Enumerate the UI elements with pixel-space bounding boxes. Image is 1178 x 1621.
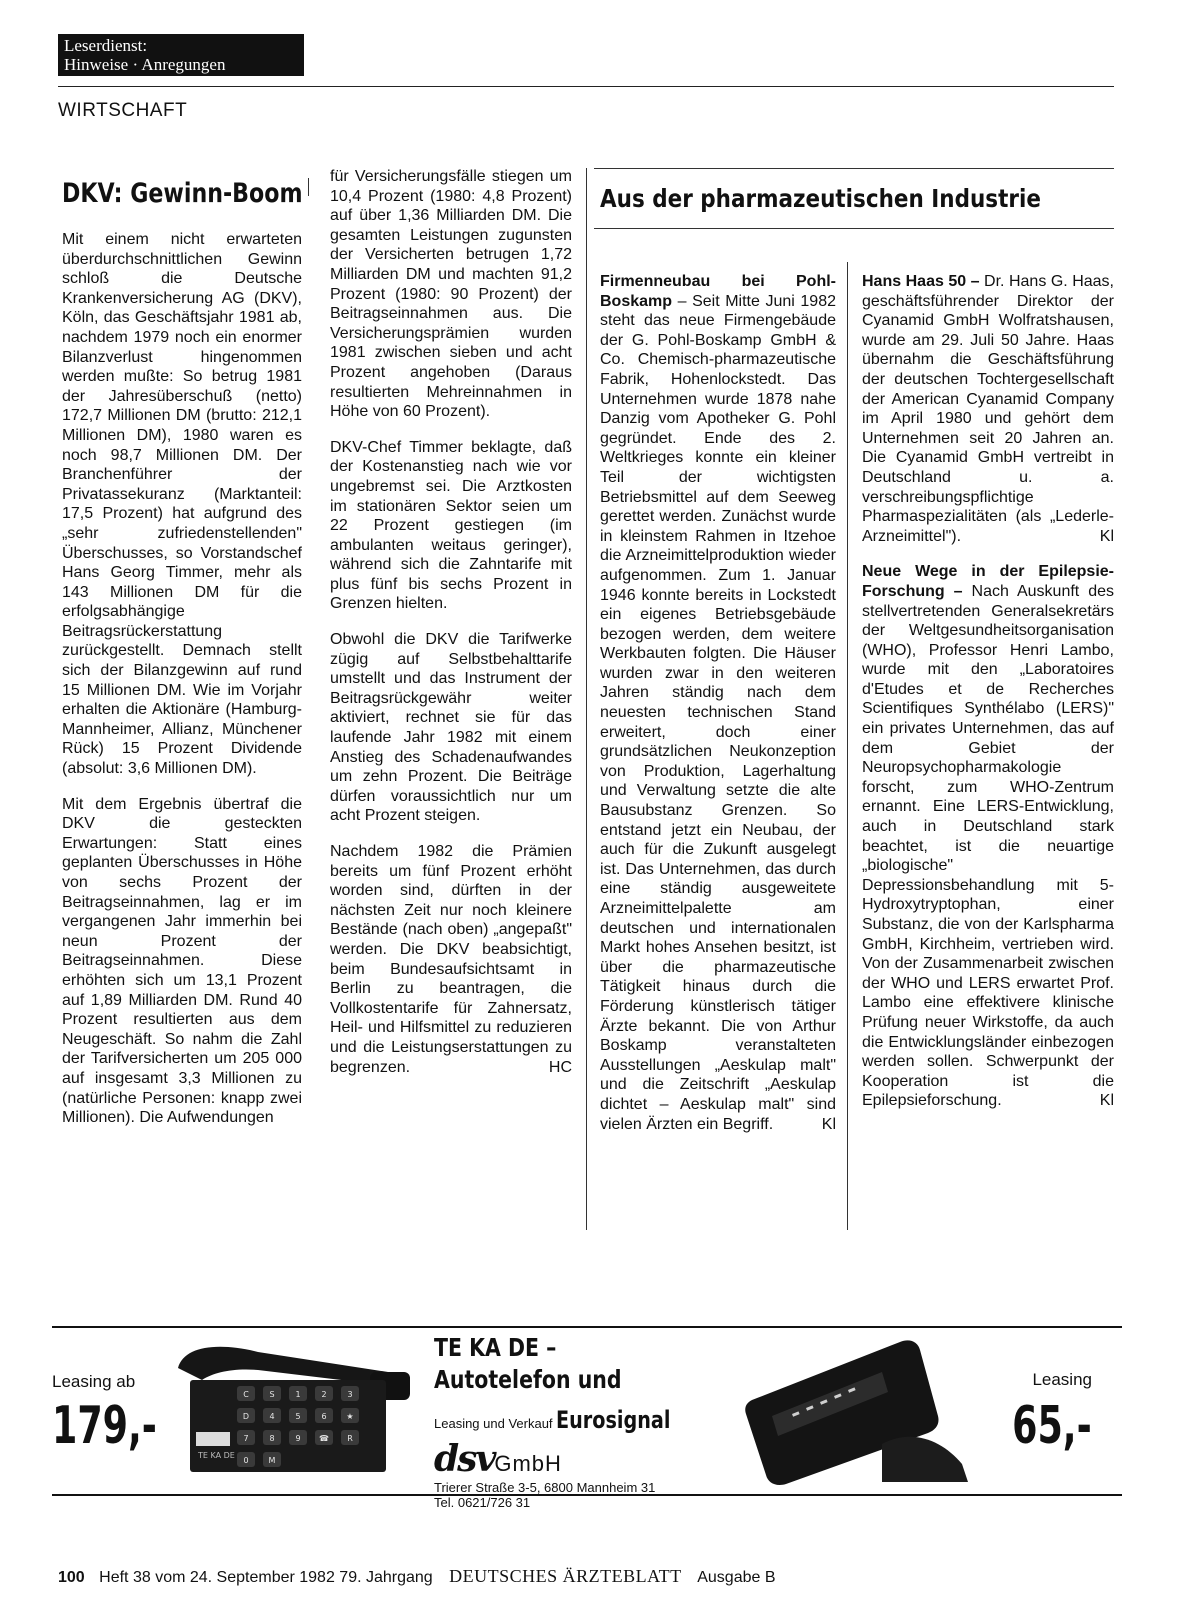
paragraph	[330, 842, 572, 1077]
keypad-key-label: M	[268, 1456, 276, 1465]
news-item-pohl-boskamp	[600, 272, 836, 1134]
ad-price-left-text: 179,-	[52, 1396, 157, 1456]
ad-leasing-label-left: Leasing ab	[52, 1372, 136, 1391]
article-title-pharma: Aus der pharmazeutischen Industrie	[600, 184, 1041, 213]
service-label-line1: Leserdienst:	[64, 36, 148, 55]
dsv-logo	[434, 1438, 724, 1480]
keypad-key-label: 3	[347, 1390, 353, 1399]
title-marker-rule	[308, 178, 309, 196]
keypad-key-label: S	[269, 1390, 275, 1399]
news-item-heading: Neue Wege in der Epilepsie-Forschung –	[862, 563, 1114, 600]
header-rule	[58, 86, 1114, 87]
article-pharma-column-2	[862, 272, 1114, 1127]
paragraph-text: Nachdem 1982 die Prämien bereits um fünf Prozent erhöht worden sind, dürften in der nächsten Zeit nur noch kleinere Bestände (nach oben) „angepaßt" werden. Die DKV beabsichtigt, beim Bundesaufsichtsamt in Berlin zu beantragen, die Vollkostentarife für Zahnersatz, Heil- und Hilfsmittel zu reduzieren und die Leistungserstattungen zu begrenzen.	[330, 843, 572, 1076]
article-title-dkv: DKV: Gewinn-Boom	[62, 178, 303, 209]
news-item-text: – Seit Mitte Juni 1982 steht das neue Firmengebäude der G. Pohl-Boskamp GmbH & Co. Chemisch-pharmazeutische Fabrik, Hohenlockstedt. Das Unternehmen wurde 1878 nahe Danzig vom Apotheker G. Pohl gegründet. Ende des 2. Weltkrieges konnte ein kleiner Teil der wichtigsten Betriebsmittel auf dem Seeweg gerettet werden. Zunächst wurde in kleinstem Rahmen in Itzehoe die Arzneimittelproduktion wieder aufgenommen. Zum 1. Januar 1946 konnte bereits in Lockstedt ein eigenes Betriebsgebäude bezogen werden, dem weitere Werkbauten folgten. Die Häuser wurden zwar in den weiteren Jahren ständig nach dem neuesten technischen Stand erweitert, doch einer grundsätzlichen Neukonzeption von Produktion, Lagerhaltung und Verwaltung setzte die alte Bausubstanz Grenzen. So entstand jetzt ein Neubau, der auch für die Zukunft ausgelegt ist. Das Unternehmen, das durch eine ständig ausgeweitete Arzneimittelpalette am deutschen und internationalen Markt hohes Ansehen besitzt, ist über die pharmazeutische Tätigkeit hinaus durch die Förderung künstlerisch tätiger Ärzte bekannt. Die von Arthur Boskamp veranstalteten Ausstellungen „Aeskulap malt" und die Zeitschrift „Aeskulap dichtet – Aeskulap malt" sind vielen Ärzten ein Begriff.	[600, 292, 836, 1133]
keypad-key-label: 0	[243, 1456, 249, 1465]
keypad-key-label: 1	[295, 1390, 301, 1399]
keypad-key-label: ★	[346, 1412, 354, 1421]
ad-headline-1: TE KA DE –	[434, 1333, 557, 1362]
masthead: DEUTSCHES ÄRZTEBLATT	[449, 1566, 682, 1586]
keypad-key-label: ☎	[319, 1434, 329, 1443]
ad-price-right: 65,-	[1012, 1396, 1092, 1456]
article-title-rule	[594, 228, 1114, 229]
keypad-key-label: 2	[321, 1390, 327, 1399]
ad-address: Trierer Straße 3-5, 6800 Mannheim 31	[434, 1480, 656, 1495]
column-divider	[847, 262, 848, 1230]
device-brand: TE KA DE	[198, 1451, 235, 1460]
edition: Ausgabe B	[697, 1569, 776, 1586]
author-signature: Kl	[1099, 527, 1114, 545]
paragraph: Obwohl die DKV die Tarifwerke zügig auf Selbstbehalttarife umstellt und das Instrument der Beitragsrückgewähr weiter aktiviert, rechnet sie für das laufende Jahr 1982 mit einem Anstieg des Schadenaufwandes um zehn Prozent. Die Beiträge dürfen voraussichtlich nur um acht Prozent steigen.	[330, 631, 572, 825]
keypad-key-label: 9	[295, 1434, 301, 1443]
news-item-hans-haas	[862, 272, 1114, 546]
author-signature: HC	[548, 1058, 572, 1076]
service-label-box	[58, 34, 304, 76]
news-item-text: Nach Auskunft des stellvertretenden Generalsekretärs der Weltgesundheitsorganisation (WHO), Professor Henri Lambo, wurde mit den „Laboratoires d'Etudes et de Recherches Scientifiques Synthélabo (LERS)" ein privates Unternehmen, das auf dem Gebiet der Neuropsychopharmakologie forscht, zum WHO-Zentrum ernannt. Eine LERS-Entwicklung, auch in Deutschland stark beachtet, ist die neuartige „biologische" Depressionsbehandlung mit 5-Hydroxytryptophan, einer Substanz, die von der Karlspharma GmbH, Kirchheim, vertrieben wird. Von der Zusammenarbeit zwischen der WHO und LERS erwartet Prof. Lambo eine effektivere klinische Prüfung neuer Wirkstoffe, da auch die Entwicklungsländer einbezogen werden sollen. Schwerpunkt der Kooperation ist die Epilepsieforschung.	[862, 582, 1114, 1110]
keypad-key-label: 8	[269, 1434, 275, 1443]
ad-copy	[434, 1332, 724, 1510]
issue-info: Heft 38 vom 24. September 1982 79. Jahrgang	[99, 1569, 433, 1586]
author-signature: Kl	[1099, 1092, 1114, 1110]
article-dkv-column-2	[330, 167, 572, 1093]
author-signature: Kl	[821, 1115, 836, 1133]
car-telephone-icon	[138, 1332, 428, 1482]
keypad-key-label: 6	[321, 1412, 327, 1421]
ad-subline	[434, 1406, 724, 1434]
paragraph: DKV-Chef Timmer beklagte, daß der Kostenanstieg nach wie vor ungebremst sei. Die Arztkosten im stationären Sektor seien um 22 Prozent gestiegen (im ambulanten weitaus geringer), während sich die Zahntarife mit plus fünf bis sechs Prozent in Grenzen hielten.	[330, 438, 572, 613]
keypad-key-label: C	[243, 1390, 249, 1399]
keypad-key-label: D	[242, 1412, 250, 1421]
news-item-text: Dr. Hans G. Haas, geschäftsführender Direktor der Cyanamid GmbH Wolfratshausen, wurde am 29. Juli 50 Jahre. Haas übernahm die Geschäftsführung der deutschen Tochtergesellschaft der American Cyanamid Company im April 1980 und gehört dem Unternehmen seit 20 Jahren an. Die Cyanamid GmbH vertreibt in Deutschland u. a. verschreibungspflichtige Pharmaspezialitäten (als „Lederle-Arzneimittel").	[862, 273, 1114, 545]
ad-leasing-label-right: Leasing	[1032, 1370, 1092, 1389]
keypad-key-label: 7	[243, 1434, 249, 1443]
news-item-epilepsy	[862, 562, 1114, 1111]
ad-top-rule	[52, 1326, 1122, 1328]
keypad-key-label: R	[347, 1434, 353, 1443]
article-dkv-column-1	[62, 230, 302, 1144]
keypad-key-label: 4	[269, 1412, 275, 1421]
article-pharma-column-1	[600, 272, 836, 1150]
page-footer	[58, 1566, 776, 1587]
paragraph: für Versicherungsfälle stiegen um 10,4 Prozent (1980: 4,8 Prozent) auf über 1,36 Milliarden DM. Die gesamten Leistungen zugunsten der Versicherten betrugen 1,72 Milliarden DM und machten 91,2 Prozent (1980: 90 Prozent) der Beitragseinnahmen aus. Die Versicherungsprämien wurden 1981 zwischen sieben und acht Prozent angehoben (Daraus resultierten Mehreinnahmen in Höhe von 60 Prozent).	[330, 168, 572, 421]
keypad-key-label: 5	[295, 1412, 301, 1421]
ad-headline-2: Autotelefon und	[434, 1365, 622, 1394]
article-top-rule	[594, 168, 1114, 169]
paragraph: Mit dem Ergebnis übertraf die DKV die gesteckten Erwartungen: Statt eines geplanten Überschusses in Höhe von sechs Prozent der Beitragseinnahmen, lag er im vergangenen Jahr immerhin bei neun Prozent der Beitragseinnahmen. Diese erhöhten sich um 13,1 Prozent auf 1,89 Milliarden DM. Rund 40 Prozent resultierten aus dem Neugeschäft. So nahm die Zahl der Tarifversicherten um 205 000 auf insgesamt 3,3 Millionen zu (natürliche Personen: knapp zwei Millionen). Die Aufwendungen	[62, 795, 302, 1127]
news-item-heading: Firmenneubau bei Pohl-Boskamp	[600, 273, 836, 310]
ad-phone: Tel. 0621/726 31	[434, 1495, 531, 1510]
column-divider	[586, 168, 587, 1230]
advertisement-tekade	[52, 1318, 1122, 1510]
dsv-logo-suffix: GmbH	[494, 1451, 562, 1476]
news-item-heading: Hans Haas 50 –	[862, 273, 980, 290]
dsv-logo-mark: dsv	[434, 1438, 495, 1480]
service-label-line2: Hinweise · Anregungen	[64, 55, 226, 74]
paragraph: Mit einem nicht erwarteten überdurchschnittlichen Gewinn schloß die Deutsche Krankenversicherung AG (DKV), Köln, das Geschäftsjahr 1981 ab, nachdem 1979 noch ein enormer Bilanzverlust hingenommen werden mußte: So betrug 1981 der Jahresüberschuß (netto) 172,7 Millionen DM (brutto: 212,1 Millionen DM), 1980 waren es noch 98,7 Millionen DM. Der Branchenführer der Privatassekuranz (Marktanteil: 17,5 Prozent) hat aufgrund des „sehr zufriedenstellenden" Überschusses, so Vorstandschef Hans Georg Timmer, mehr als 143 Millionen DM für die erfolgsabhängige Beitragsrückerstattung zurückgestellt. Demnach stellt sich der Bilanzgewinn auf rund 15 Millionen DM. Wie im Vorjahr erhalten die Aktionäre (Hamburg-Mannheimer, Allianz, Münchener Rück) 15 Prozent Dividende (absolut: 3,6 Millionen DM).	[62, 231, 302, 778]
ad-subline-prefix: Leasing und Verkauf	[434, 1416, 553, 1431]
section-title: WIRTSCHAFT	[58, 100, 188, 121]
page-number: 100	[58, 1569, 85, 1586]
ad-subline-bold: Eurosignal	[556, 1406, 671, 1434]
pager-device-icon	[732, 1332, 982, 1492]
